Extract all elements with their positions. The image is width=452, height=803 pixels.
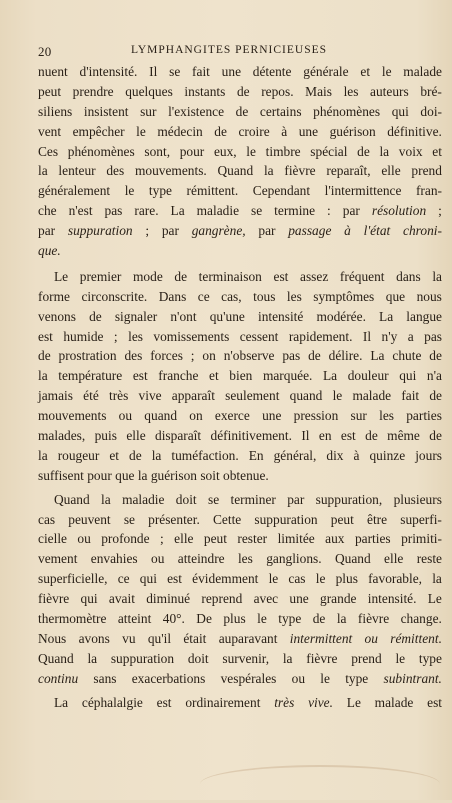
text-line: che n'est pas rare. La maladie se termine : par résolution ; <box>38 203 442 219</box>
text-line: forme circonscrite. Dans ce cas, tous les symptômes que nous <box>38 288 442 304</box>
text-line: peut prendre quelques instants de repos. Mais les auteurs bré- <box>38 83 442 99</box>
text-line: généralement le type rémittent. Cependant l'intermittence fran- <box>38 183 442 199</box>
text-line: mouvements ou quand on exerce une pression sur les parties <box>38 408 442 424</box>
text-line: suffisent pour que la guérison soit obtenue. <box>38 467 269 483</box>
text-line: continu sans exacerbations vespérales ou le type subintrant. <box>38 670 442 686</box>
paragraph <box>38 490 442 689</box>
text-line: La céphalalgie est ordinairement très vive. Le malade est <box>54 694 442 710</box>
text-line: venons de signaler n'ont qu'une intensité modérée. La langue <box>38 308 442 324</box>
text-line: la température est franche et bien marquée. La douleur qui n'a <box>38 368 442 384</box>
paragraph <box>38 693 442 713</box>
text-line: siliens insistent sur l'existence de certains phénomènes qui doi- <box>38 103 442 119</box>
text-line: Le premier mode de terminaison est assez fréquent dans la <box>54 268 442 284</box>
text-line: par suppuration ; par gangrène, par passage à l'état chroni- <box>38 223 442 239</box>
running-title: LYMPHANGITES PERNICIEUSES <box>130 44 328 56</box>
text-line: malades, puis elle disparaît définitivement. Il en est de même de <box>38 428 442 444</box>
text-line: jamais été très vive apparaît seulement quand le malade fait de <box>38 388 442 404</box>
text-line: vent empêcher le médecin de croire à une guérison définitive. <box>38 123 442 139</box>
text-line: thermomètre atteint 40°. De plus le type de la fièvre change. <box>38 611 442 627</box>
text-line: de prostration des forces ; on n'observe pas de délire. La chute de <box>38 348 442 364</box>
text-line: cas peuvent se présenter. Cette suppuration peut être superfi- <box>38 511 442 527</box>
text-line: que. <box>38 243 61 259</box>
text-line: la rougeur et de la tuméfaction. En général, dix à quinze jours <box>38 447 442 463</box>
text-line: cielle ou profonde ; elle peut rester limitée aux parties primiti- <box>38 531 442 547</box>
text-line: Quand la maladie doit se terminer par suppuration, plusieurs <box>54 491 442 507</box>
text-line: est humide ; les vomissements cessent rapidement. Il n'y a pas <box>38 328 442 344</box>
text-line: fièvre qui avait diminué reprend avec une grande intensité. Le <box>38 591 442 607</box>
text-line: vement envahies ou atteindre les ganglions. Quand elle reste <box>38 551 442 567</box>
text-line: la lenteur des mouvements. Quand la fièvre reparaît, elle prend <box>38 163 442 179</box>
text-line: Quand la suppuration doit survenir, la fièvre prend le type <box>38 650 442 666</box>
text-line: superficielle, ce qui est évidemment le cas le plus favorable, la <box>38 571 442 587</box>
page-body <box>38 62 442 713</box>
paper-stain <box>200 765 440 803</box>
text-line: Nous avons vu qu'il était auparavant intermittent ou rémittent. <box>38 630 442 646</box>
page-number: 20 <box>38 44 52 59</box>
text-line: nuent d'intensité. Il se fait une détente générale et le malade <box>38 64 442 79</box>
text-line: Ces phénomènes sont, pour eux, le timbre spécial de la voix et <box>38 143 442 159</box>
paragraph <box>38 267 442 486</box>
paragraph <box>38 62 442 261</box>
